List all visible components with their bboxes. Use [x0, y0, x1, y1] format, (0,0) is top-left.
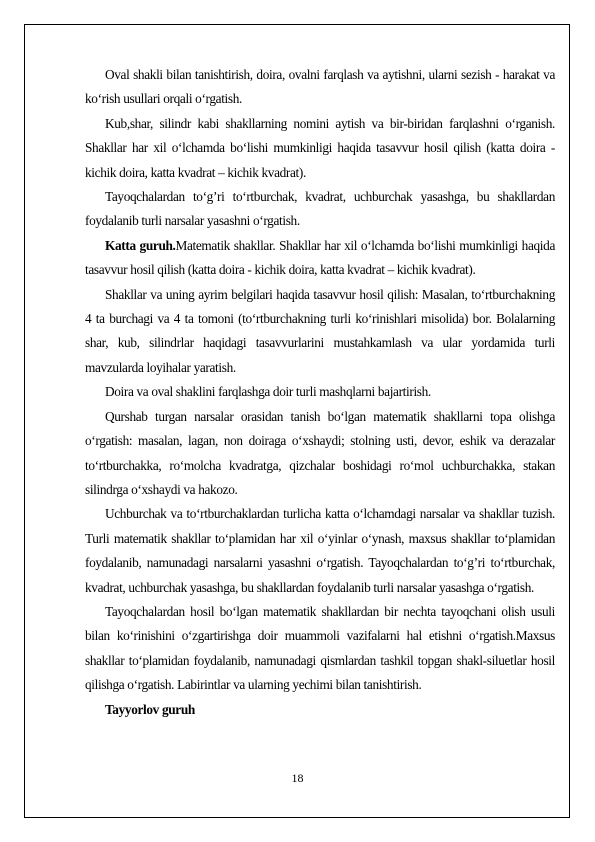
paragraph-text: Matematik shakllar. Shakllar har xil o‘lchamda bo‘lishi mumkinligi haqida tasavvur hosil qilish (katta doira - kichik doira, katta kvadrat – kichik kvadrat). [85, 237, 556, 278]
page-number: 18 [291, 771, 304, 785]
paragraph: Tayoqchalardan to‘g’ri to‘rtburchak, kvadrat, uchburchak yasashga, bu shakllardan foydalanib turli narsalar yasashni o‘rgatish. [85, 189, 555, 229]
paragraph: Qurshab turgan narsalar orasidan tanish bo‘lgan matematik shakllarni topa olishga o‘rgatish: masalan, lagan, non doiraga o‘xshaydi; stolning usti, devor, eshik va derazalar to‘rtburchakka, ro‘molcha kvadratga, qizchalar boshidagi ro‘mol uchburchakka, stakan silindrga o‘xshaydi va hakozo. [85, 408, 555, 497]
section-heading-tayyorlov-guruh: Tayyorlov guruh [105, 701, 195, 717]
paragraph: Kub,shar, silindr kabi shakllarning nomini aytish va bir-biridan farqlashni o‘rganish. Shakllar har xil o‘lchamda bo‘lishi mumkinligi haqida tasavvur hosil qilish (katta doira - kichik doira, katta kvadrat – kichik kvadrat). [85, 115, 555, 180]
paragraph: Oval shakli bilan tanishtirish, doira, ovalni farqlash va aytishni, ularni sezish - harakat va ko‘rish usullari orqali o‘rgatish. [85, 67, 555, 107]
paragraph: Doira va oval shaklini farqlashga doir turli mashqlarni bajartirish. [105, 384, 431, 400]
section-heading-katta-guruh: Katta guruh. [105, 237, 176, 253]
paragraph: Uchburchak va to‘rtburchaklardan turlicha katta o‘lchamdagi narsalar va shakllar tuzish. Turli matematik shakllar to‘plamidan har xil o‘yinlar o‘ynash, maxsus shakllar to‘plamidan foydalanib, namunadagi narsalarni yasashni o‘rgatish. Tayoqchalardan to‘g’ri to‘rtburchak, kvadrat, uchburchak yasashga, bu shakllardan foydalanib turli narsalar yasashga o‘rgatish. [85, 506, 555, 595]
document-body [85, 63, 555, 722]
paragraph-katta-guruh [85, 234, 555, 283]
paragraph: Tayoqchalardan hosil bo‘lgan matematik shakllardan bir nechta tayoqchani olish usuli bilan ko‘rinishini o‘zgartirishga doir muammoli vazifalarni hal etishni o‘rgatish.Maxsus shakllar to‘plamidan foydalanib, namunadagi qismlardan tashkil topgan shakl-siluetlar hosil qilishga o‘rgatish. Labirintlar va ularning yechimi bilan tanishtirish. [85, 603, 555, 693]
paragraph: Shakllar va uning ayrim belgilari haqida tasavvur hosil qilish: Masalan, to‘rtburchakning 4 ta burchagi va 4 ta tomoni (to‘rtburchakning turli ko‘rinishlari misolida) bor. Bolalarning shar, kub, silindrlar haqidagi tasavvurlarini mustahkamlash va ular yordamida turli mavzularda loyihalar yaratish. [85, 286, 555, 375]
